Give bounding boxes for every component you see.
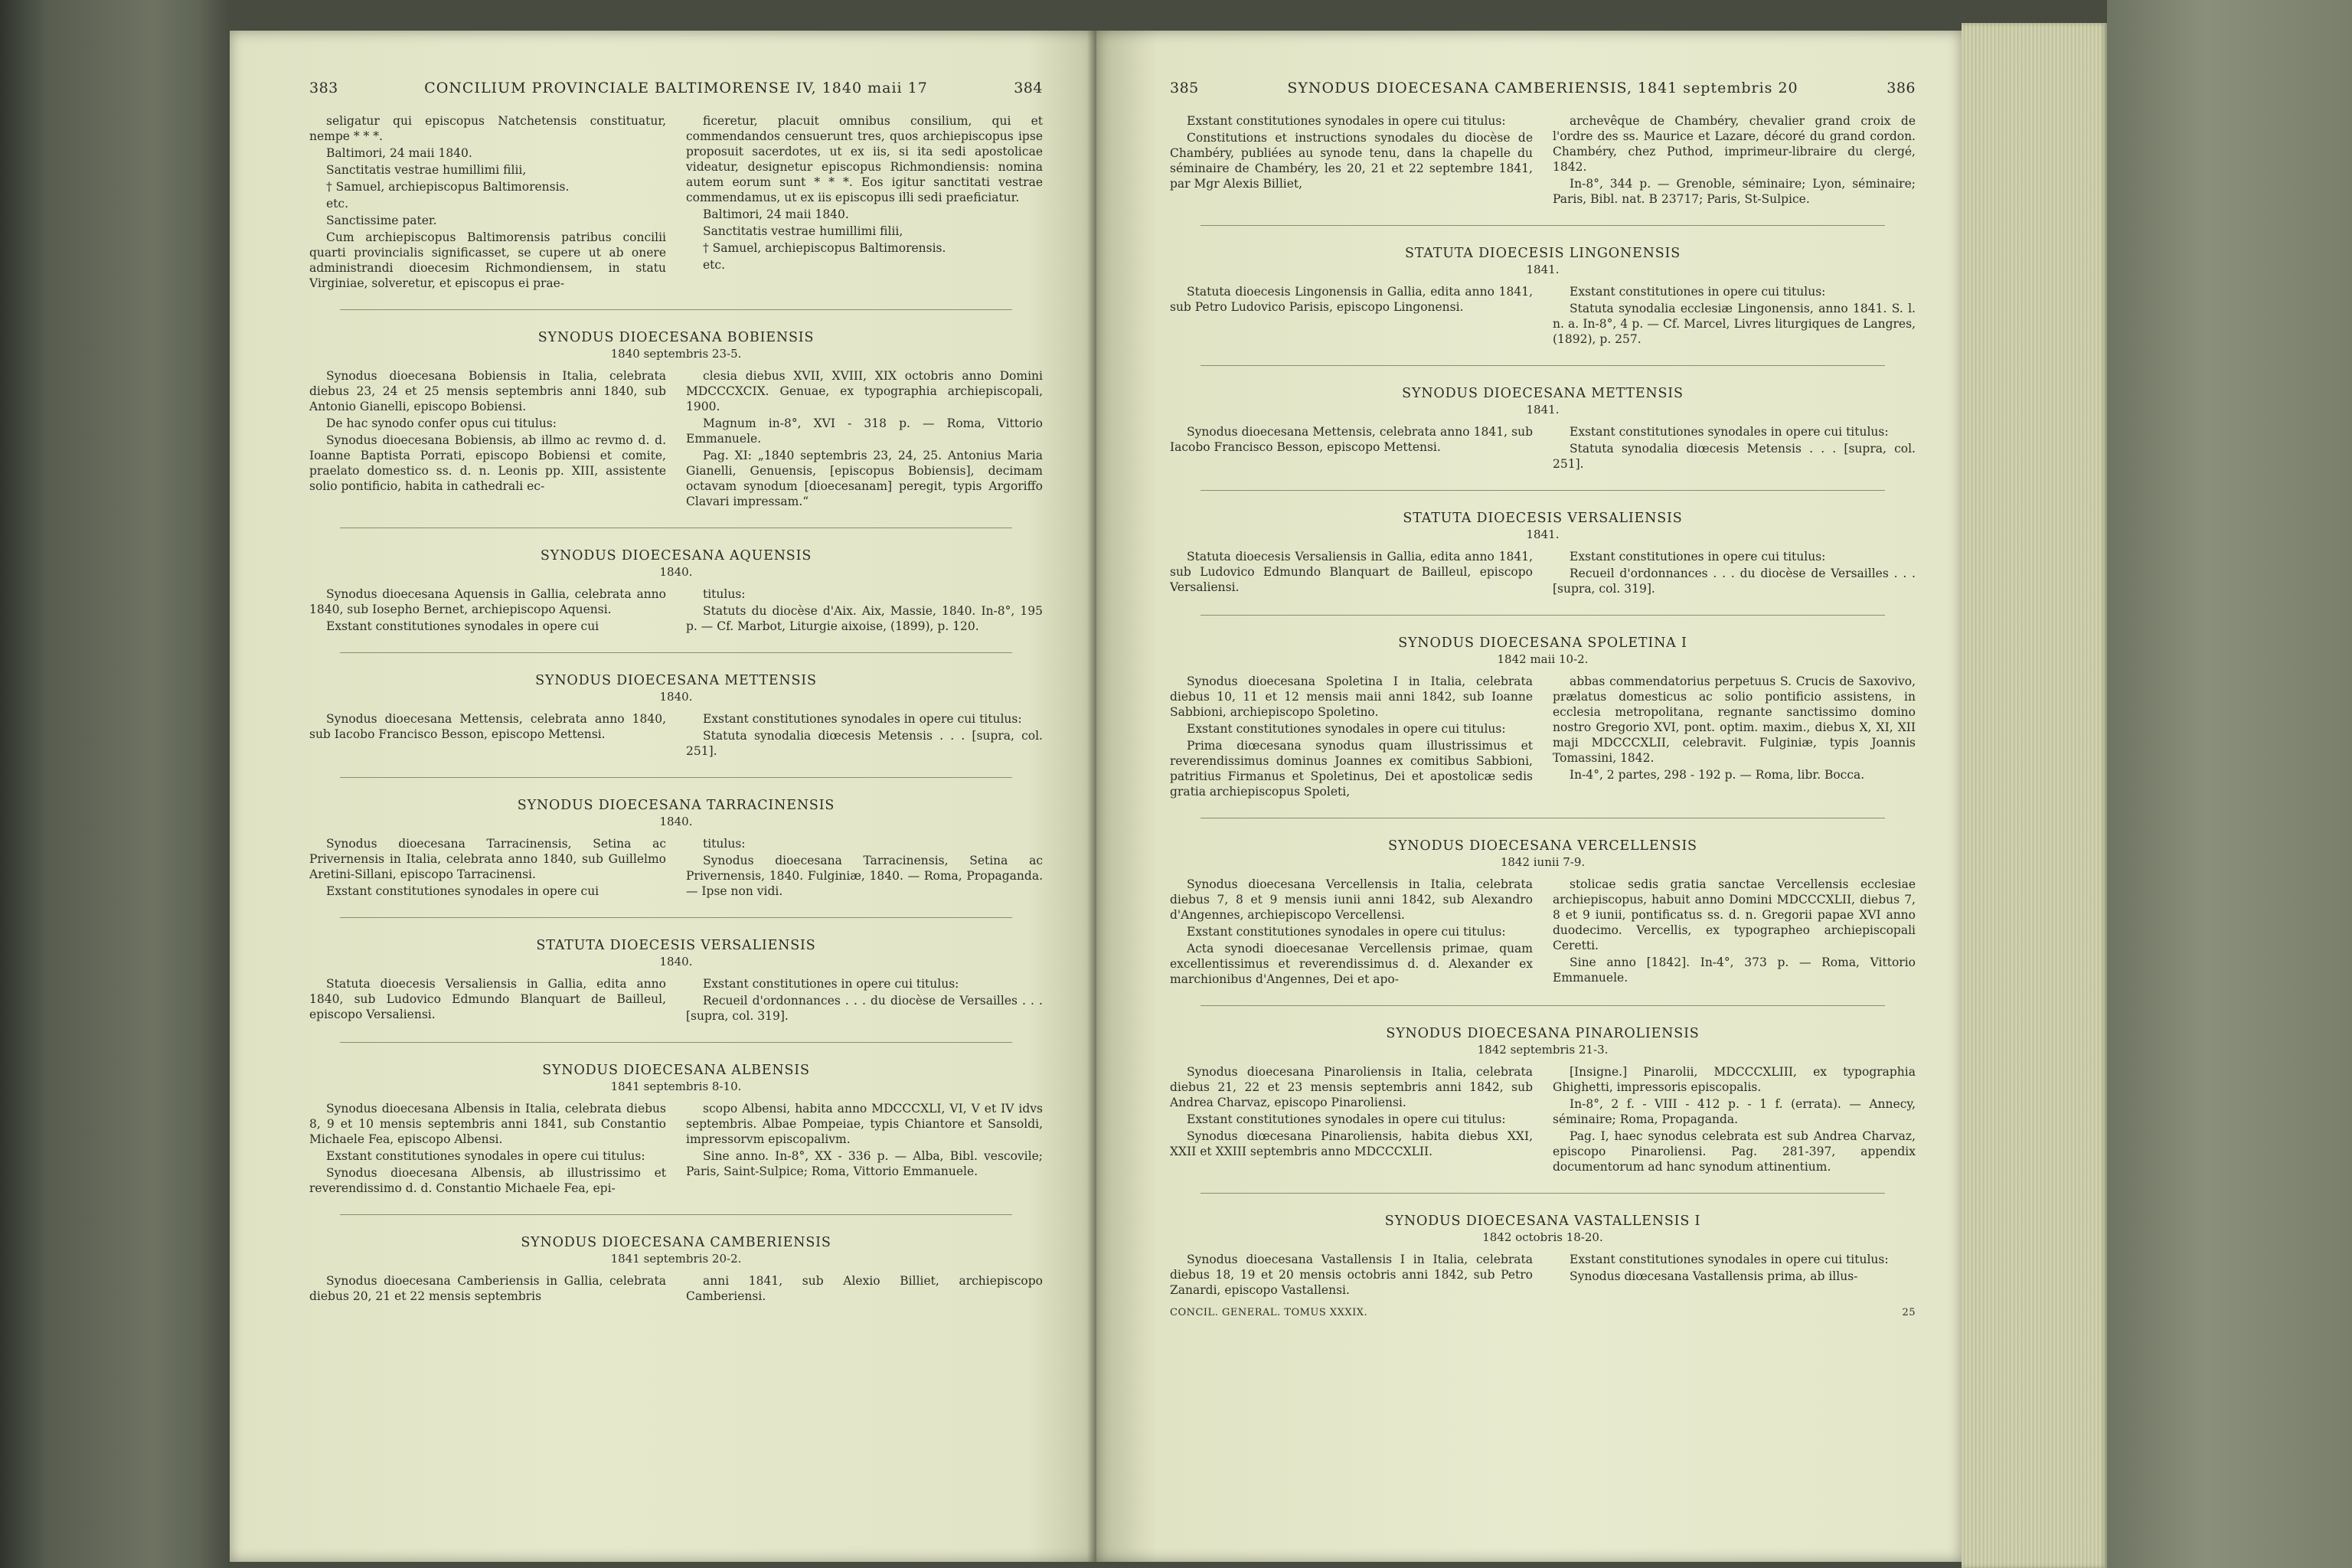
section-divider: [340, 652, 1012, 653]
paragraph: Exstant constitutiones synodales in opere cui: [326, 619, 599, 633]
paragraph: titulus:: [703, 837, 746, 851]
synod-entry: [1170, 386, 1916, 473]
column-right: [1553, 674, 1916, 801]
right-sections: [1170, 225, 1916, 1299]
entry-date: 1841.: [1526, 403, 1560, 416]
column-right: [686, 976, 1043, 1025]
column-left: [1170, 877, 1533, 988]
entry-columns: [309, 586, 1043, 635]
column-right: [686, 368, 1043, 511]
section-divider: [340, 777, 1012, 778]
synod-entry: [1170, 838, 1916, 988]
entry-heading: STATUTA DIOECESIS VERSALIENSIS: [536, 938, 816, 953]
paragraph: abbas commendatorius perpetuus S. Crucis de Saxovivo, prælatus domesticus ac solio pontificio assistens, in ecclesia metropolitana, regnante sanctissimo domino nostro Gregorio XVI, pont. optim. maxim., diebus X, XI, XII maji MDCCCXLII, celebravit. Fulginiæ, typis Joannis Tomassini, 1842.: [1553, 675, 1916, 765]
paragraph: In-8°, 344 p. — Grenoble, séminaire; Lyon, séminaire; Paris, Bibl. nat. B 23717; Paris, St-Sulpice.: [1553, 177, 1916, 206]
synod-entry: [1170, 1026, 1916, 1176]
paragraph: Sanctitatis vestrae humillimi filii,: [326, 163, 527, 177]
paragraph: Exstant constitutiones synodales in opere cui titulus:: [1570, 425, 1889, 439]
running-title: SYNODUS DIOECESANA CAMBERIENSIS, 1841 septembris 20: [1287, 80, 1798, 96]
entry-date: 1840.: [659, 690, 693, 704]
synod-entry: [309, 548, 1043, 635]
entry-date: 1842 octobris 18-20.: [1482, 1230, 1603, 1244]
column-left: [309, 711, 666, 760]
entry-columns: [309, 976, 1043, 1025]
column-left: [309, 113, 666, 292]
page-footer: [1170, 1307, 1916, 1318]
paragraph: titulus:: [703, 587, 746, 601]
entry-date: 1841 septembris 8-10.: [610, 1080, 742, 1093]
paragraph: Synodus dioecesana Vastallensis I in Italia, celebrata diebus 18, 19 et 20 mensis octobris anni 1842, sub Petro Zanardi, episcopo Vastallensi.: [1170, 1253, 1533, 1297]
synod-entry: [309, 938, 1043, 1025]
column-left: [1170, 113, 1533, 208]
page-number: 384: [1014, 80, 1043, 96]
entry-date: 1840.: [659, 565, 693, 579]
entry-columns: [309, 836, 1043, 900]
top-block-right: [1170, 113, 1916, 208]
section-divider: [340, 917, 1012, 918]
paragraph: Exstant constitutiones synodales in opere cui titulus:: [1187, 1112, 1506, 1126]
paragraph: Exstant constitutiones synodales in opere cui titulus:: [1187, 925, 1506, 939]
paragraph: etc.: [703, 258, 726, 272]
column-left: [309, 586, 666, 635]
paragraph: Exstant constitutiones synodales in opere cui titulus:: [1187, 722, 1506, 736]
paragraph: In-4°, 2 partes, 298 - 192 p. — Roma, libr. Bocca.: [1570, 768, 1865, 782]
paragraph: Exstant constitutiones in opere cui titulus:: [1570, 550, 1826, 564]
entry-columns: [309, 711, 1043, 760]
paragraph: seligatur qui episcopus Natchetensis constituatur, nempe * * *.: [309, 114, 666, 143]
left-page-content: [230, 31, 1096, 1562]
column-right: [686, 1273, 1043, 1305]
entry-columns: [1170, 877, 1916, 988]
right-page-content: [1096, 31, 1962, 1562]
paragraph: Statuta dioecesis Versaliensis in Gallia, edita anno 1840, sub Ludovico Edmundo Blanquart de Bailleul, episcopo Versaliensi.: [309, 977, 666, 1021]
paragraph: Synodus dioecesana Albensis, ab illustrissimo et reverendissimo d. d. Constantio Michaele Fea, epi-: [309, 1166, 666, 1195]
paragraph: Statuta dioecesis Lingonensis in Gallia, edita anno 1841, sub Petro Ludovico Parisis, episcopo Lingonensi.: [1170, 285, 1533, 314]
left-sections: [309, 309, 1043, 1305]
page-number: 385: [1170, 80, 1199, 96]
entry-columns: [1170, 549, 1916, 598]
entry-date: 1842 maii 10-2.: [1497, 652, 1589, 666]
paragraph: Exstant constitutiones synodales in opere cui titulus:: [1187, 114, 1506, 128]
section-divider: [1200, 1005, 1885, 1006]
column-left: [1170, 1252, 1533, 1299]
synod-entry: [309, 798, 1043, 900]
paragraph: Magnum in-8°, XVI - 318 p. — Roma, Vittorio Emmanuele.: [686, 416, 1043, 446]
paragraph: Baltimori, 24 maii 1840.: [326, 146, 472, 160]
paragraph: ficeretur, placuit omnibus consilium, qui et commendandos censuerunt tres, quos archiepiscopus ipse proposuit sacerdotes, ut ex iis, si ita sedi apostolicae videatur, designetur episcopus Richmondiensis: nomina autem eorum sunt * * *. Eos igitur sanctitati vestrae commendamus, ut ex iis episcopus illi sedi praeficiatur.: [686, 114, 1043, 204]
page-number: 386: [1886, 80, 1916, 96]
section-divider: [340, 1042, 1012, 1043]
column-right: [1553, 877, 1916, 988]
paragraph: anni 1841, sub Alexio Billiet, archiepiscopo Camberiensi.: [686, 1274, 1043, 1303]
column-right: [686, 1101, 1043, 1197]
paragraph: Synodus dioecesana Tarracinensis, Setina ac Privernensis, 1840. Fulginiæ, 1840. — Roma, Propaganda. — Ipse non vidi.: [686, 854, 1043, 898]
paragraph: Synodus dioecesana Vercellensis in Italia, celebrata diebus 7, 8 et 9 mensis iunii anni 1842, sub Alexandro d'Angennes, archiepiscopo Vercellensi.: [1170, 877, 1533, 922]
paragraph: [Insigne.] Pinarolii, MDCCCXLIII, ex typographia Ghighetti, impressoris episcopalis.: [1553, 1065, 1916, 1094]
entry-heading: SYNODUS DIOECESANA METTENSIS: [1402, 386, 1684, 401]
entry-heading: SYNODUS DIOECESANA ALBENSIS: [542, 1063, 810, 1078]
entry-heading: SYNODUS DIOECESANA VASTALLENSIS I: [1384, 1214, 1701, 1229]
synod-entry: [1170, 635, 1916, 801]
top-block-left: [309, 113, 1043, 292]
paragraph: Recueil d'ordonnances . . . du diocèse de Versailles . . . [supra, col. 319].: [1553, 567, 1916, 596]
column-right: [686, 711, 1043, 760]
paragraph: Baltimori, 24 maii 1840.: [703, 207, 849, 221]
page-number: 383: [309, 80, 338, 96]
synod-entry: [1170, 511, 1916, 598]
entry-heading: STATUTA DIOECESIS LINGONENSIS: [1404, 246, 1681, 261]
paragraph: scopo Albensi, habita anno MDCCCXLI, VI, V et IV idvs septembris. Albae Pompeiae, typis Chiantore et Sansoldi, impressorvm episcopalivm.: [686, 1102, 1043, 1146]
paragraph: Recueil d'ordonnances . . . du diocèse de Versailles . . . [supra, col. 319].: [686, 994, 1043, 1023]
right-page: [1096, 31, 1962, 1562]
section-divider: [1200, 1193, 1885, 1194]
signature-mark: 25: [1902, 1307, 1916, 1318]
paragraph: Exstant constitutiones synodales in opere cui: [326, 884, 599, 898]
paragraph: Synodus dioecesana Mettensis, celebrata anno 1840, sub Iacobo Francisco Besson, episcopo Mettensi.: [309, 712, 666, 741]
paragraph: Exstant constitutiones synodales in opere cui titulus:: [703, 712, 1022, 726]
paragraph: De hac synodo confer opus cui titulus:: [326, 416, 557, 430]
entry-columns: [309, 1101, 1043, 1197]
paragraph: Synodus dioecesana Bobiensis, ab illmo ac revmo d. d. Ioanne Baptista Porrati, episcopo Bobiensi et comite, praelato domestico ss. d. n. Leonis pp. XIII, assistente solio pontificio, habita in cathedrali ec-: [309, 433, 666, 493]
entry-heading: SYNODUS DIOECESANA METTENSIS: [535, 673, 817, 688]
column-left: [309, 836, 666, 900]
column-left: [1170, 674, 1533, 801]
column-left: [1170, 1064, 1533, 1176]
paragraph: Prima diœcesana synodus quam illustrissimus et reverendissimus dominus Joannes ex comitibus Sabbioni, patritius Firmanus et Spoletinus, Dei et apostolicæ sedis gratia archiepiscopus Spoleti,: [1170, 739, 1533, 799]
entry-columns: [309, 368, 1043, 511]
footer-volume: CONCIL. GENERAL. TOMUS XXXIX.: [1170, 1307, 1368, 1318]
column-left: [309, 1273, 666, 1305]
entry-heading: SYNODUS DIOECESANA CAMBERIENSIS: [521, 1235, 831, 1250]
paragraph: Synodus diœcesana Vastallensis prima, ab illus-: [1570, 1269, 1858, 1283]
paragraph: Statuta synodalia ecclesiæ Lingonensis, anno 1841. S. l. n. a. In-8°, 4 p. — Cf. Marcel, Livres liturgiques de Langres, (1892), p. 257.: [1553, 302, 1916, 346]
column-left: [309, 976, 666, 1025]
column-left: [1170, 284, 1533, 348]
synod-entry: [309, 330, 1043, 511]
section-divider: [1200, 365, 1885, 366]
section-divider: [1200, 615, 1885, 616]
paragraph: Pag. I, haec synodus celebrata est sub Andrea Charvaz, episcopo Pinaroliensi. Pag. 281-397, appendix documentorum ad hanc synodum attinentium.: [1553, 1129, 1916, 1174]
paragraph: Sine anno [1842]. In-4°, 373 p. — Roma, Vittorio Emmanuele.: [1553, 956, 1916, 985]
column-right: [1553, 284, 1916, 348]
section-divider: [340, 309, 1012, 310]
left-page: [230, 31, 1096, 1562]
entry-date: 1842 septembris 21-3.: [1477, 1043, 1609, 1057]
entry-columns: [1170, 1064, 1916, 1176]
entry-heading: SYNODUS DIOECESANA SPOLETINA I: [1398, 635, 1687, 651]
paragraph: Synodus dioecesana Camberiensis in Gallia, celebrata diebus 20, 21 et 22 mensis septembris: [309, 1274, 666, 1303]
entry-columns: [1170, 1252, 1916, 1299]
paragraph: Sanctitatis vestrae humillimi filii,: [703, 224, 903, 238]
entry-columns: [309, 1273, 1043, 1305]
entry-date: 1841.: [1526, 263, 1560, 276]
paragraph: etc.: [326, 197, 349, 211]
paragraph: Synodus dioecesana Pinaroliensis in Italia, celebrata diebus 21, 22 et 23 mensis septembris anni 1842, sub Andrea Charvaz, episcopo Pinaroliensi.: [1170, 1065, 1533, 1109]
synod-entry: [1170, 1214, 1916, 1299]
entry-heading: SYNODUS DIOECESANA TARRACINENSIS: [517, 798, 835, 813]
paragraph: Pag. XI: „1840 septembris 23, 24, 25. Antonius Maria Gianelli, Genuensis, [episcopus Bobiensis], decimam octavam synodum [dioecesanam] peregit, typis Argoriffo Clavari impressam.“: [686, 449, 1043, 508]
column-right: [1553, 113, 1916, 208]
paragraph: † Samuel, archiepiscopus Baltimorensis.: [703, 241, 946, 255]
paragraph: Statuts du diocèse d'Aix. Aix, Massie, 1840. In-8°, 195 p. — Cf. Marbot, Liturgie aixoise, (1899), p. 120.: [686, 604, 1043, 633]
paragraph: Synodus dioecesana Tarracinensis, Setina ac Privernensis in Italia, celebrata anno 1840, sub Guillelmo Aretini-Sillani, episcopo Tarracinensi.: [309, 837, 666, 881]
paragraph: Statuta dioecesis Versaliensis in Gallia, edita anno 1841, sub Ludovico Edmundo Blanquart de Bailleul, episcopo Versaliensi.: [1170, 550, 1533, 594]
paragraph: Constitutions et instructions synodales du diocèse de Chambéry, publiées au synode tenu, dans la chapelle du séminaire de Chambéry, les 20, 21 et 22 septembre 1841, par Mgr Alexis Billiet,: [1170, 131, 1533, 191]
paragraph: Sanctissime pater.: [326, 214, 437, 227]
paragraph: Sine anno. In-8°, XX - 336 p. — Alba, Bibl. vescovile; Paris, Saint-Sulpice; Roma, Vittorio Emmanuele.: [686, 1149, 1043, 1178]
synod-entry: [309, 1063, 1043, 1197]
section-divider: [1200, 490, 1885, 491]
paragraph: stolicae sedis gratia sanctae Vercellensis ecclesiae archiepiscopus, habuit anno Domini MDCCCXLII, diebus 7, 8 et 9 iunii, pontificatus ss. d. n. Gregorii papae XVI anno duodecimo. Vercellis, ex typographeo archiepiscopali Ceretti.: [1553, 877, 1916, 952]
page-edges: [1962, 23, 2107, 1568]
book-binding: [2107, 0, 2352, 1568]
paragraph: Synodus dioecesana Bobiensis in Italia, celebrata diebus 23, 24 et 25 mensis septembris anni 1840, sub Antonio Gianelli, episcopo Bobiensi.: [309, 369, 666, 413]
paragraph: Synodus diœcesana Pinaroliensis, habita diebus XXI, XXII et XXIII septembris anno MDCCCXLII.: [1170, 1129, 1533, 1158]
paragraph: † Samuel, archiepiscopus Baltimorensis.: [326, 180, 570, 194]
column-right: [686, 836, 1043, 900]
entry-date: 1840.: [659, 815, 693, 828]
column-left: [309, 368, 666, 511]
column-right: [1553, 424, 1916, 473]
paragraph: Exstant constitutiones in opere cui titulus:: [1570, 285, 1826, 299]
entry-heading: SYNODUS DIOECESANA AQUENSIS: [540, 548, 812, 564]
entry-date: 1841.: [1526, 528, 1560, 541]
running-header-left: [309, 80, 1043, 96]
column-right: [686, 113, 1043, 292]
synod-entry: [309, 1235, 1043, 1305]
column-left: [1170, 549, 1533, 598]
entry-columns: [1170, 424, 1916, 473]
column-right: [686, 586, 1043, 635]
paragraph: clesia diebus XVII, XVIII, XIX octobris anno Domini MDCCCXCIX. Genuae, ex typographia archiepiscopali, 1900.: [686, 369, 1043, 413]
paragraph: Synodus dioecesana Mettensis, celebrata anno 1841, sub Iacobo Francisco Besson, episcopo Mettensi.: [1170, 425, 1533, 454]
column-left: [1170, 424, 1533, 473]
column-right: [1553, 1252, 1916, 1299]
paragraph: Exstant constitutiones synodales in opere cui titulus:: [1570, 1253, 1889, 1266]
paragraph: Synodus dioecesana Aquensis in Gallia, celebrata anno 1840, sub Iosepho Bernet, archiepiscopo Aquensi.: [309, 587, 666, 616]
entry-date: 1840.: [659, 955, 693, 969]
paragraph: Exstant constitutiones in opere cui titulus:: [703, 977, 959, 991]
entry-columns: [1170, 674, 1916, 801]
entry-date: 1842 iunii 7-9.: [1500, 855, 1586, 869]
paragraph: Exstant constitutiones synodales in opere cui titulus:: [326, 1149, 645, 1163]
paragraph: In-8°, 2 f. - VIII - 412 p. - 1 f. (errata). — Annecy, séminaire; Roma, Propaganda.: [1553, 1097, 1916, 1126]
column-right: [1553, 549, 1916, 598]
entry-heading: SYNODUS DIOECESANA BOBIENSIS: [537, 330, 815, 345]
entry-columns: [1170, 284, 1916, 348]
entry-heading: SYNODUS DIOECESANA VERCELLENSIS: [1388, 838, 1697, 854]
synod-entry: [1170, 246, 1916, 348]
running-title: CONCILIUM PROVINCIALE BALTIMORENSE IV, 1840 maii 17: [424, 80, 928, 96]
section-divider: [340, 1214, 1012, 1215]
paragraph: Acta synodi dioecesanae Vercellensis primae, quam excellentissimus et reverendissimus d. d. Alexander ex marchionibus d'Angennes, Dei et apo-: [1170, 942, 1533, 986]
entry-heading: STATUTA DIOECESIS VERSALIENSIS: [1403, 511, 1683, 526]
section-divider: [1200, 225, 1885, 226]
running-header-right: [1170, 80, 1916, 96]
paragraph: Cum archiepiscopus Baltimorensis patribus concilii quarti provincialis significasset, se cupere ut ab onere administrandi dioecesim Richmondiensem, in statu Virginiae, solveretur, et episcopus ei prae-: [309, 230, 666, 290]
synod-entry: [309, 673, 1043, 760]
column-left: [309, 1101, 666, 1197]
entry-heading: SYNODUS DIOECESANA PINAROLIENSIS: [1386, 1026, 1700, 1041]
column-right: [1553, 1064, 1916, 1176]
paragraph: Statuta synodalia diœcesis Metensis . . . [supra, col. 251].: [686, 729, 1043, 758]
entry-date: 1840 septembris 23-5.: [610, 347, 742, 361]
paragraph: Synodus dioecesana Albensis in Italia, celebrata diebus 8, 9 et 10 mensis septembris anni 1841, sub Constantio Michaele Fea, episcopo Albensi.: [309, 1102, 666, 1146]
paragraph: Statuta synodalia diœcesis Metensis . . . [supra, col. 251].: [1553, 442, 1916, 471]
paragraph: Synodus dioecesana Spoletina I in Italia, celebrata diebus 10, 11 et 12 mensis maii anni 1842, sub Ioanne Sabbioni, archiepiscopo Spoletino.: [1170, 675, 1533, 719]
paragraph: archevêque de Chambéry, chevalier grand croix de l'ordre des ss. Maurice et Lazare, décoré du grand cordon. Chambéry, chez Puthod, imprimeur-libraire du clergé, 1842.: [1553, 114, 1916, 174]
entry-date: 1841 septembris 20-2.: [610, 1252, 742, 1266]
